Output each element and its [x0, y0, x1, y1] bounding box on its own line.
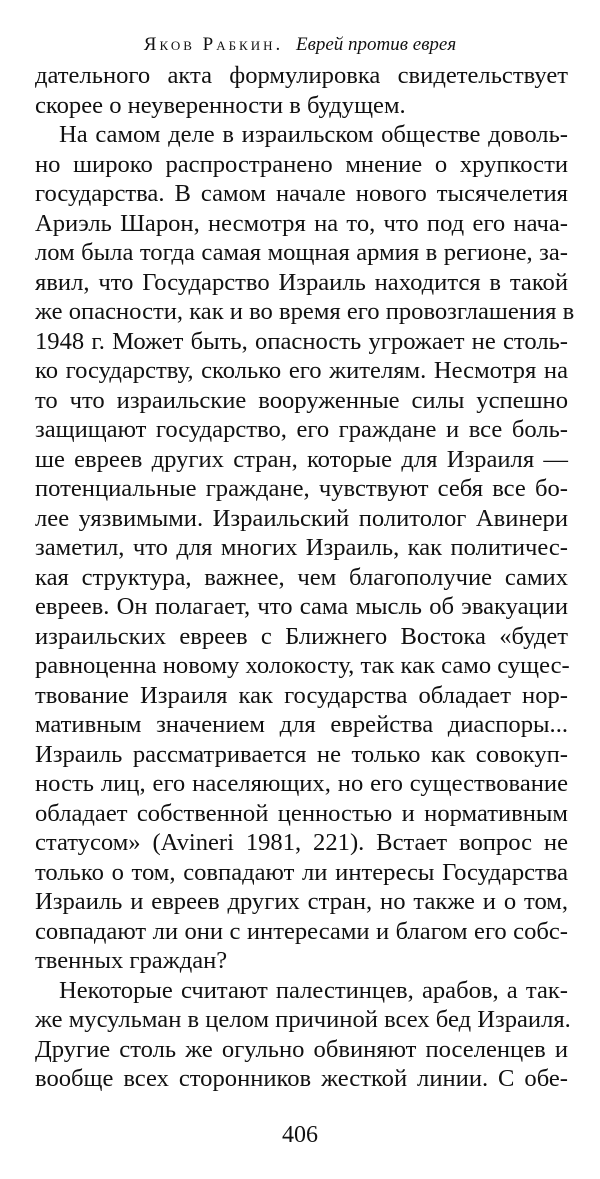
text-line: Ариэль Шарон, несмотря на то, что под его нача-	[35, 209, 568, 237]
text-line: же опасности, как и во время его провозглашения в	[35, 298, 575, 325]
text-line: мативным значением для еврейства диаспоры...	[35, 711, 568, 738]
header-author: Яков Рабкин.	[143, 34, 284, 55]
text-line: равноценна новому холокосту, так как само сущес-	[35, 652, 570, 679]
text-line: 1948 г. Может быть, опасность угрожает не столь-	[35, 327, 568, 355]
text-line: же мусульман в целом причиной всех бед Израиля.	[35, 1006, 571, 1033]
text-line: статусом» (Avineri 1981, 221). Встает вопрос не	[35, 829, 568, 856]
paragraph	[35, 120, 575, 976]
text-line: дательного акта формулировка свидетельствует	[35, 62, 568, 89]
text-line: Другие столь же огульно обвиняют поселенцев и	[35, 1035, 568, 1063]
page-body	[35, 61, 575, 1094]
page-number: 406	[282, 1122, 318, 1148]
text-line: только о том, совпадают ли интересы Государства	[35, 858, 568, 886]
text-line: но широко распространено мнение о хрупкости	[35, 150, 568, 178]
text-line: лом была тогда самая мощная армия в регионе, за-	[35, 239, 568, 266]
text-line: ность лиц, его населяющих, но его существование	[35, 770, 568, 797]
text-line: скорее о неуверенности в будущем.	[35, 91, 406, 119]
text-line: твование Израиля как государства обладает нор-	[35, 681, 568, 709]
running-header	[0, 34, 600, 56]
text-line: ше евреев других стран, которые для Израиля —	[35, 445, 568, 473]
text-line: совпадают ли они с интересами и благом его собс-	[35, 917, 568, 945]
text-line: заметил, что для многих Израиль, как политичес-	[35, 534, 568, 561]
text-line: лее уязвимыми. Израильский политолог Авинери	[35, 504, 568, 532]
text-line: вообще всех сторонников жесткой линии. С обе-	[35, 1065, 568, 1092]
text-line: кая структура, важнее, чем благополучие самих	[35, 563, 568, 591]
text-line: На самом деле в израильском обществе доволь-	[59, 121, 568, 148]
text-line: евреев. Он полагает, что сама мысль об эвакуации	[35, 593, 568, 620]
paragraph	[35, 976, 571, 1094]
text-line: Израиль рассматривается не только как совокуп-	[35, 740, 568, 768]
text-line: то что израильские вооруженные силы успешно	[35, 386, 568, 414]
text-line: Израиль и евреев других стран, но также и о том,	[35, 888, 568, 915]
text-line: государства. В самом начале нового тысячелетия	[35, 180, 568, 207]
text-line: обладает собственной ценностью и нормативным	[35, 799, 568, 827]
text-line: потенциальные граждане, чувствуют себя все бо-	[35, 475, 568, 502]
text-line: твенных граждан?	[35, 947, 228, 974]
text-line: ко государству, сколько его жителям. Несмотря на	[35, 357, 568, 384]
text-line: израильских евреев с Ближнего Востока «будет	[35, 622, 568, 650]
header-title: Еврей против еврея	[296, 34, 457, 55]
text-line: явил, что Государство Израиль находится в такой	[35, 268, 568, 296]
paragraph	[35, 61, 568, 120]
text-line: защищают государство, его граждане и все боль-	[35, 416, 568, 443]
text-line: Некоторые считают палестинцев, арабов, а так-	[59, 976, 568, 1004]
